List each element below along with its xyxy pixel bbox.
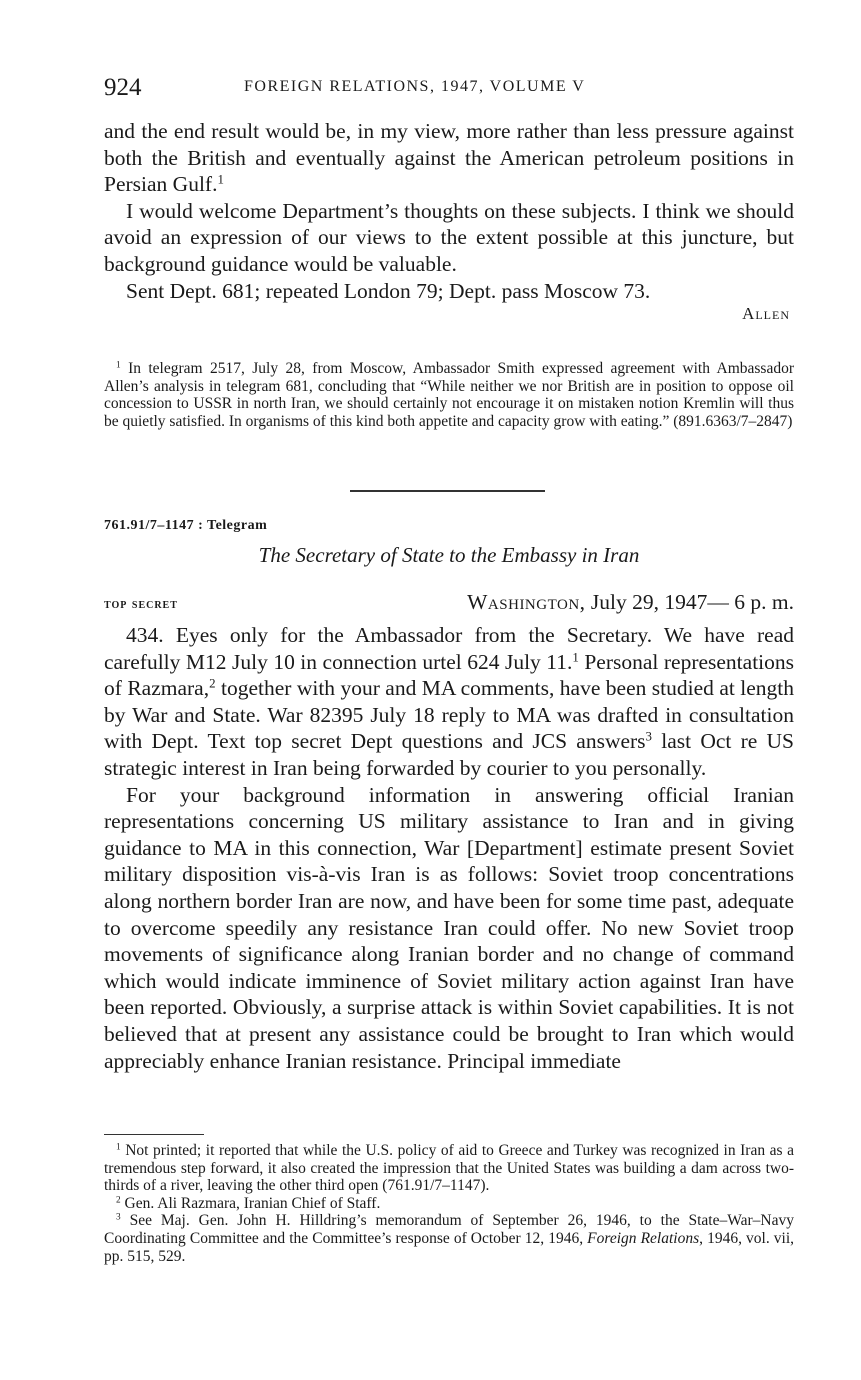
- footnote-ref: 1: [217, 172, 224, 187]
- signature: Allen: [742, 304, 790, 323]
- dateline-date: July 29, 1947— 6 p. m.: [590, 590, 794, 614]
- footnote: $^2$ Gen. Ali Razmara, Iranian Chief of Staff.: [116, 1194, 381, 1212]
- dateline: [467, 590, 794, 615]
- section-divider: [350, 490, 545, 492]
- footnote: $^1$ Not printed; it reported that while the U.S. policy of aid to Greece and Turkey was recognized in Iran as a tremendous step forward, it also created the impression that the United States was building a dam across two-thirds of a river, leaving the other third open (761.91/7–1147).: [104, 1142, 794, 1195]
- footnote: $^3$ See Maj. Gen. John H. Hilldring’s memorandum of September 26, 1946, to the State–War–Navy Coordinating Committee and the Committee’s response of October 12, 1946, Foreign Relations, 1946, vol. vii, pp. 515, 529.: [104, 1212, 794, 1265]
- file-reference: 761.91/7–1147 : Telegram: [104, 518, 268, 533]
- transmission-line: Sent Dept. 681; repeated London 79; Dept. pass Moscow 73.: [126, 278, 651, 303]
- classification-label: top secret: [104, 597, 178, 612]
- telegram-paragraph: For your background information in answering official Iranian representations concerning US military assistance to Iran and in giving guidance to MA in this connection, War [Department] estimate present Soviet military disposition vis-à-vis Iran is as follows: Soviet troop concentrations along northern border Iran are now, and have been for some time past, adequate to overcome speedily any resistance Iran could offer. No new Soviet troop movements of significance along Iranian border and no change of command which would indicate imminence of Soviet military action against Iran have been reported. Obviously, a surprise attack is within Soviet capabilities. It is not believed that at present any assistance could be brought to Iran which would appreciably enhance Iranian resistance. Principal immediate: [104, 782, 794, 1073]
- continuation-paragraph: I would welcome Department’s thoughts on these subjects. I think we should avoid an expression of our views to the extent possible at this juncture, but background guidance would be valuable.: [104, 198, 794, 276]
- page-number: 924: [104, 74, 142, 101]
- footnote-ref: 2: [209, 676, 216, 691]
- continuation-paragraph: and the end result would be, in my view, more rather than less pressure against both the British and eventually against the American petroleum positions in Persian Gulf.$^1$: [104, 119, 794, 197]
- dateline-place: Washington,: [467, 590, 586, 614]
- continuation-text: [104, 118, 794, 304]
- document-title: The Secretary of State to the Embassy in Iran: [258, 543, 640, 567]
- footnote: $^1$ In telegram 2517, July 28, from Moscow, Ambassador Smith expressed agreement with Ambassador Allen’s analysis in telegram 681, concluding that “While neither we nor British are in position to oppose oil concession to USSR in north Iran, we should certainly not encourage it on mistaken notion Kremlin will thus be quietly satisfied. In organisms of this kind both appetite and capacity grow with eating.” (891.6363/7–2847): [104, 360, 794, 430]
- footnotes-top: [104, 360, 794, 430]
- running-head: FOREIGN RELATIONS, 1947, VOLUME V: [244, 78, 586, 95]
- footnote-rule: [104, 1134, 204, 1135]
- telegram-body: [104, 622, 794, 1074]
- footnote-ref: 3: [645, 729, 652, 744]
- footnote-ref: 1: [572, 649, 579, 664]
- footnotes-bottom: [104, 1142, 794, 1265]
- page-header: [104, 74, 794, 104]
- telegram-paragraph: 434. Eyes only for the Ambassador from the Secretary. We have read carefully M12 July 10 in connection urtel 624 July 11.$^1$ Personal representations of Razmara,$^2$ together with your and MA comments, have been studied at length by War and State. War 82395 July 18 reply to MA was drafted in consultation with Dept. Text top secret Dept questions and JCS answers$^3$ last Oct re US strategic interest in Iran being forwarded by courier to you personally.: [104, 623, 795, 780]
